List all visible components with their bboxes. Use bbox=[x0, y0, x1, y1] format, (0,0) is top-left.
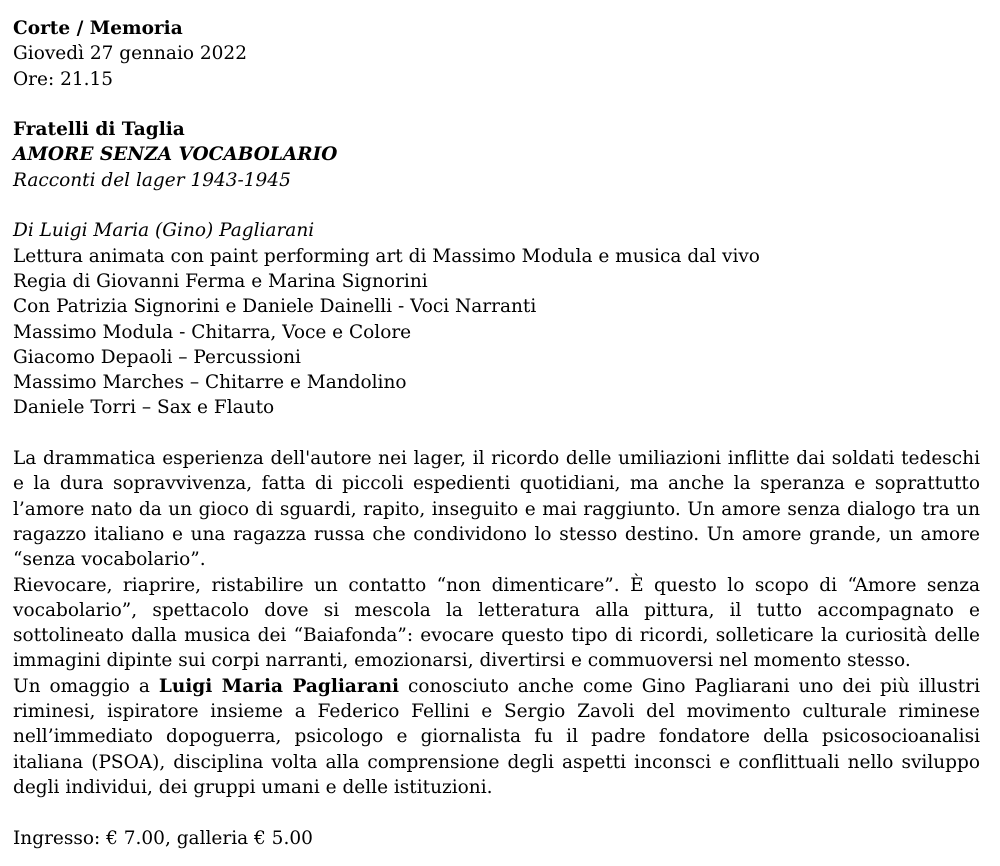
event-time: Ore: 21.15 bbox=[13, 68, 114, 90]
credit-line: Regia di Giovanni Ferma e Marina Signorini bbox=[13, 270, 428, 292]
show-subtitle: Racconti del lager 1943-1945 bbox=[13, 169, 291, 191]
description-paragraph-1: La drammatica esperienza dell'autore nei lager, il ricordo delle umiliazioni inflitte dai soldati tedeschi e la dura sopravvivenza, fatta di piccoli espedienti quotidiani, ma anche la speranza e soprattutto l’amore nato da un gioco di sguardi, rapito, inseguito e mai raggiunto. Un amore senza dialogo tra un ragazzo italiano e una ragazza russa che condividono lo stesso destino. Un amore grande, un amore “senza vocabolario”. bbox=[13, 448, 980, 571]
spacer bbox=[13, 421, 980, 446]
tribute-text: conosciuto anche come Gino Pagliarani uno dei più illustri riminesi, ispiratore insieme a Federico Fellini e Sergio Zavoli del movimento culturale riminese nell’immediato dopoguerra, psicologo e giornalista fu il padre fondatore della psicosocioanalisi italiana (PSOA), disciplina volta alla comprensione degli aspetti inconsci e conflittuali nello sviluppo degli individui, dei gruppi umani e delle istituzioni. bbox=[13, 675, 980, 798]
show-title: AMORE SENZA VOCABOLARIO bbox=[13, 144, 338, 166]
credit-line: Con Patrizia Signorini e Daniele Dainelli - Voci Narranti bbox=[13, 296, 537, 318]
event-date: Giovedì 27 gennaio 2022 bbox=[13, 43, 247, 65]
credit-line: Massimo Modula - Chitarra, Voce e Colore bbox=[13, 321, 412, 343]
description-paragraph-3 bbox=[13, 674, 980, 800]
venue-title: Corte / Memoria bbox=[13, 18, 183, 39]
author-credit: Di Luigi Maria (Gino) Pagliarani bbox=[13, 220, 315, 242]
ticket-prices: Ingresso: € 7.00, galleria € 5.00 bbox=[13, 827, 313, 849]
spacer bbox=[13, 92, 980, 117]
spacer bbox=[13, 800, 980, 825]
tribute-intro: Un omaggio a bbox=[13, 675, 159, 697]
credit-line: Giacomo Depaoli – Percussioni bbox=[13, 346, 301, 368]
company-name: Fratelli di Taglia bbox=[13, 119, 185, 141]
tribute-name: Luigi Maria Pagliarani bbox=[158, 675, 400, 697]
credit-line: Daniele Torri – Sax e Flauto bbox=[13, 397, 275, 419]
credit-line: Lettura animata con paint performing art di Massimo Modula e musica dal vivo bbox=[13, 245, 760, 267]
credit-line: Massimo Marches – Chitarre e Mandolino bbox=[13, 372, 407, 394]
description-paragraph-2: Rievocare, riaprire, ristabilire un contatto “non dimenticare”. È questo lo scopo di “Amore senza vocabolario”, spettacolo dove si mescola la letteratura alla pittura, il tutto accompagnato e sottolineato dalla musica dei “Baiafonda”: evocare questo tipo di ricordi, solleticare la curiosità delle immagini dipinte sui corpi narranti, emozionarsi, divertirsi e commuoversi nel momento stesso. bbox=[13, 574, 980, 672]
spacer bbox=[13, 193, 980, 218]
